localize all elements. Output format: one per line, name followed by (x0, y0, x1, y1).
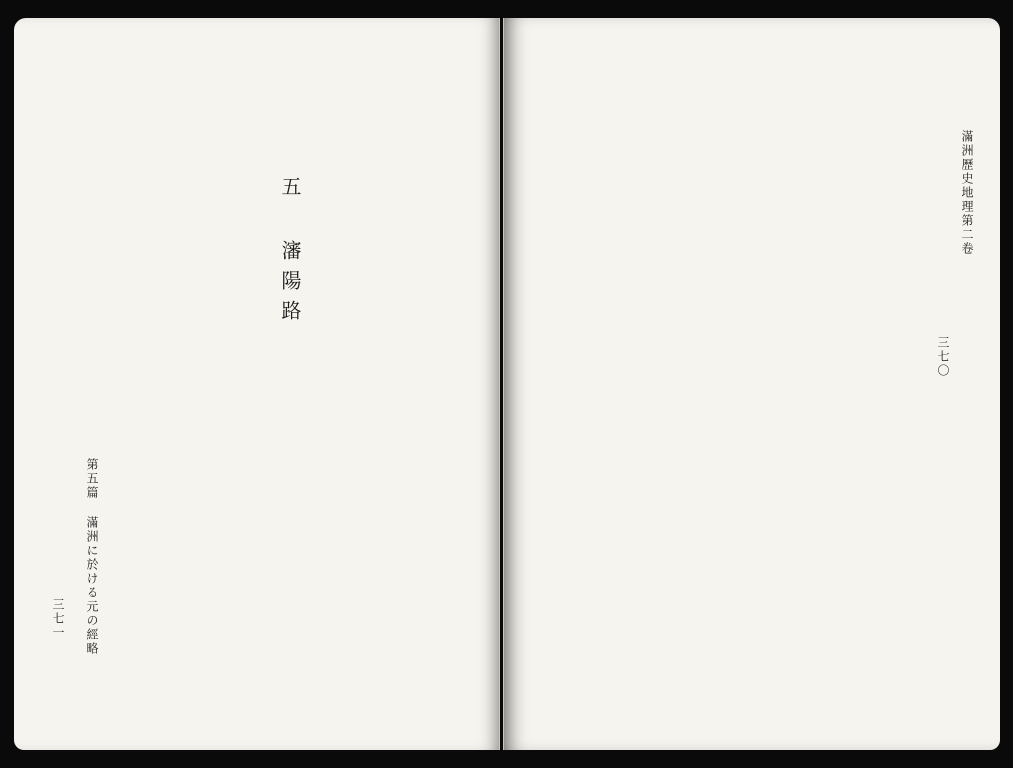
left-running-head: 第五篇 滿洲に於ける元の經略 (85, 458, 99, 656)
right-page (503, 18, 1000, 750)
section-title: 五 瀋陽路 (278, 176, 302, 330)
spine-shadow (499, 18, 500, 750)
right-running-head: 滿洲歷史地理第二卷 (960, 130, 974, 256)
right-page-number: 三七〇 (936, 336, 950, 378)
left-page (14, 18, 500, 750)
left-page-number: 三七一 (51, 598, 65, 640)
spine-shadow (503, 18, 504, 750)
